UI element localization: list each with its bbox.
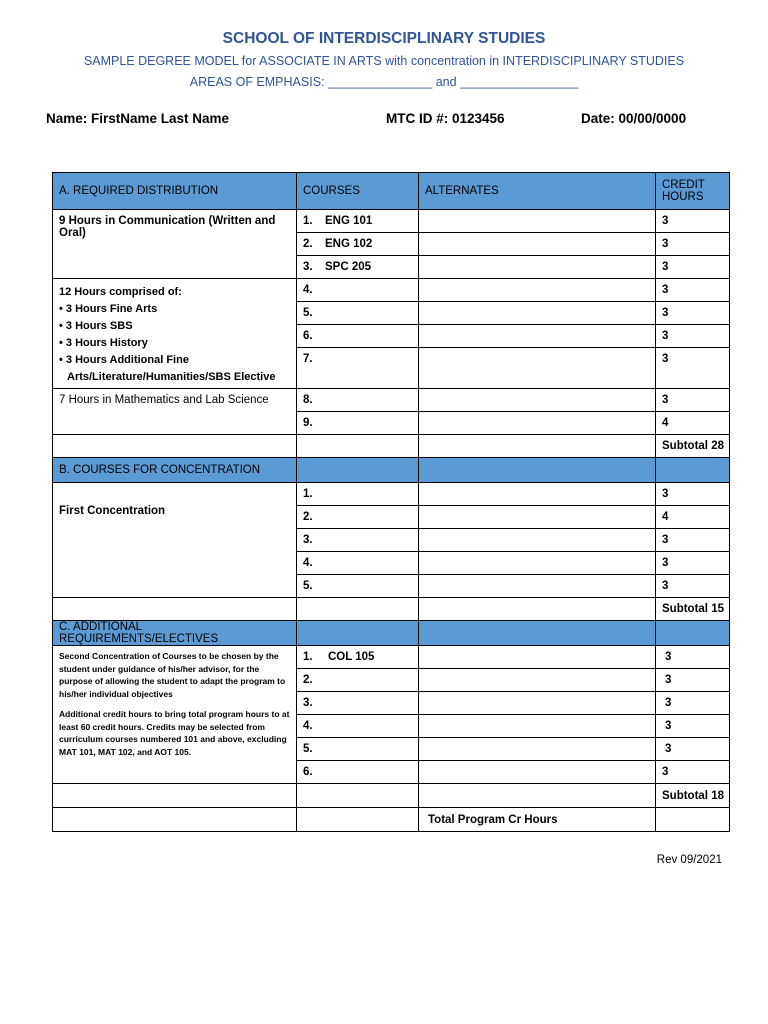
courses-column-header: COURSES (297, 173, 419, 210)
row-number: 1. (303, 215, 313, 227)
credit-cell: 3 (656, 715, 730, 738)
row-number: 6. (303, 766, 313, 778)
student-name: Name: FirstName Last Name (46, 111, 230, 126)
section-a-title: A. REQUIRED DISTRIBUTION (53, 173, 297, 210)
credit-cell: 3 (656, 348, 730, 389)
credit-cell: 3 (656, 325, 730, 348)
credit-cell: 3 (656, 529, 730, 552)
alternate-cell[interactable] (419, 738, 656, 761)
credit-cell: 3 (656, 302, 730, 325)
credit-cell: 4 (656, 506, 730, 529)
subtotal-a: Subtotal 28 (656, 435, 730, 458)
table-row (53, 210, 730, 233)
alternate-cell[interactable] (419, 529, 656, 552)
total-program-label: Total Program Cr Hours (419, 808, 656, 832)
second-concentration-note: Second Concentration of Courses to be chosen by the student under guidance of his/her advisor, for the purpose of allowing the student to adapt the program to his/her individual objectives (59, 651, 286, 699)
twelve-hours-block (53, 279, 297, 389)
alternates-column-header: ALTERNATES (419, 173, 656, 210)
alternate-cell[interactable] (419, 348, 656, 389)
fine-arts-item: • 3 Hours Fine Arts (59, 303, 158, 315)
row-number: 7. (303, 353, 313, 365)
row-number: 1. (303, 651, 313, 663)
alternate-cell[interactable] (419, 552, 656, 575)
total-program-value[interactable] (656, 808, 730, 832)
table-row (53, 483, 730, 506)
communication-label: 9 Hours in Communication (Written and Oral) (53, 210, 297, 279)
alternate-cell[interactable] (419, 325, 656, 348)
form-date: Date: 00/00/0000 (581, 111, 687, 126)
row-number: 5. (303, 580, 313, 592)
course-cell[interactable]: SPC 205 (325, 261, 372, 273)
table-row (53, 646, 730, 669)
row-number: 5. (303, 743, 313, 755)
subtotal-row (53, 784, 730, 808)
math-science-label: 7 Hours in Mathematics and Lab Science (53, 389, 297, 435)
total-row (53, 808, 730, 832)
first-concentration-label: First Concentration (53, 483, 297, 598)
subtotal-b: Subtotal 15 (656, 598, 730, 621)
section-c-header (53, 621, 730, 646)
mtc-id: MTC ID #: 0123456 (386, 111, 505, 126)
section-b-title: B. COURSES FOR CONCENTRATION (53, 458, 297, 483)
row-number: 4. (303, 557, 313, 569)
credit-cell: 3 (656, 233, 730, 256)
subtotal-row (53, 598, 730, 621)
alternate-cell[interactable] (419, 256, 656, 279)
row-number: 2. (303, 238, 313, 250)
section-c-title: C. ADDITIONAL REQUIREMENTS/ELECTIVES (53, 621, 297, 646)
alternate-cell[interactable] (419, 692, 656, 715)
degree-subtitle: SAMPLE DEGREE MODEL for ASSOCIATE IN ARTS with concentration in INTERDISCIPLINARY STUDIES (83, 54, 685, 68)
subtotal-row (53, 435, 730, 458)
history-item: • 3 Hours History (59, 337, 148, 349)
credit-cell: 3 (656, 669, 730, 692)
course-cell[interactable]: ENG 101 (325, 215, 373, 227)
alternate-cell[interactable] (419, 761, 656, 784)
alternate-cell[interactable] (419, 669, 656, 692)
credit-cell: 3 (656, 575, 730, 598)
credit-cell: 3 (656, 279, 730, 302)
alternate-cell[interactable] (419, 646, 656, 669)
row-number: 6. (303, 330, 313, 342)
credit-cell: 3 (656, 552, 730, 575)
row-number: 4. (303, 284, 313, 296)
table-row (53, 279, 730, 302)
alternate-cell[interactable] (419, 483, 656, 506)
row-number: 9. (303, 417, 313, 429)
alternate-cell[interactable] (419, 233, 656, 256)
row-number: 3. (303, 261, 313, 273)
school-title: SCHOOL OF INTERDISCIPLINARY STUDIES (222, 30, 546, 47)
alternate-cell[interactable] (419, 506, 656, 529)
credit-cell: 3 (656, 483, 730, 506)
elective-item: • 3 Hours Additional Fine Arts/Literature/Humanities/SBS Elective (59, 354, 276, 383)
row-number: 8. (303, 394, 313, 406)
course-cell[interactable]: ENG 102 (325, 238, 373, 250)
alternate-cell[interactable] (419, 715, 656, 738)
alternate-cell[interactable] (419, 575, 656, 598)
revision-label: Rev 09/2021 (656, 854, 722, 866)
credit-cell: 4 (656, 412, 730, 435)
additional-hours-note: Additional credit hours to bring total program hours to at least 60 credit hours. Credits may be selected from curriculum courses numbered 101 and above, excluding MAT 101, MAT 102, and AOT 105. (59, 709, 290, 757)
row-number: 5. (303, 307, 313, 319)
alternate-cell[interactable] (419, 210, 656, 233)
twelve-hours-label: 12 Hours comprised of: (59, 286, 182, 298)
row-number: 1. (303, 488, 313, 500)
alternate-cell[interactable] (419, 302, 656, 325)
row-number: 3. (303, 697, 313, 709)
subtotal-c: Subtotal 18 (656, 784, 730, 808)
credit-cell: 3 (656, 389, 730, 412)
alternate-cell[interactable] (419, 389, 656, 412)
row-number: 4. (303, 720, 313, 732)
row-number: 2. (303, 511, 313, 523)
section-a-header (53, 173, 730, 210)
row-number: 2. (303, 674, 313, 686)
sbs-item: • 3 Hours SBS (59, 320, 133, 332)
row-number: 3. (303, 534, 313, 546)
section-b-header (53, 458, 730, 483)
alternate-cell[interactable] (419, 412, 656, 435)
course-cell[interactable]: COL 105 (328, 651, 375, 663)
areas-of-emphasis: AREAS OF EMPHASIS: _______________ and _________________ (189, 75, 579, 89)
credit-cell: 3 (656, 210, 730, 233)
credit-cell: 3 (656, 761, 730, 784)
credit-cell: 3 (656, 738, 730, 761)
table-row (53, 389, 730, 412)
degree-table (52, 172, 730, 832)
alternate-cell[interactable] (419, 279, 656, 302)
additional-notes (53, 646, 297, 784)
credit-hours-column-header: CREDIT HOURS (656, 173, 730, 210)
credit-cell: 3 (656, 646, 730, 669)
credit-cell: 3 (656, 692, 730, 715)
credit-cell: 3 (656, 256, 730, 279)
